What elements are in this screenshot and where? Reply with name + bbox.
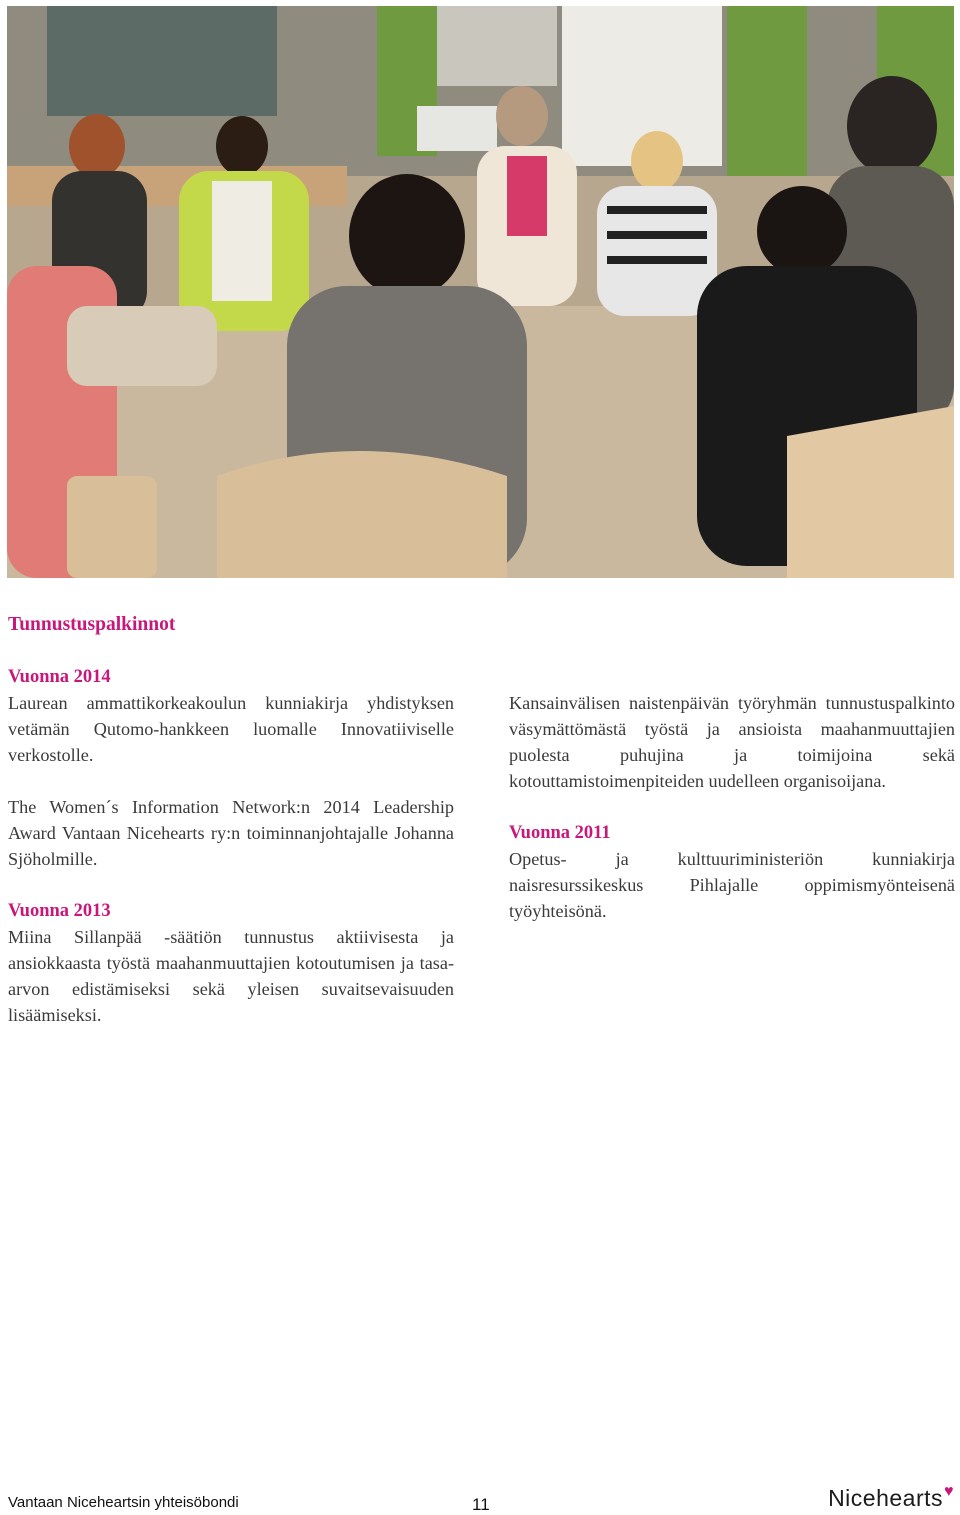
footer-publication-title: Vantaan Niceheartsin yhteisöbondi bbox=[8, 1494, 239, 1511]
nicehearts-logo bbox=[828, 1485, 954, 1512]
section-heading: Tunnustuspalkinnot bbox=[8, 614, 176, 635]
award-text-2014-laurea: Laurean ammattikorkeakoulun kunniakirja yhdistyksen vetämän Qutomo-hankkeen luomalle Innovatiiviselle verkostolle. bbox=[8, 693, 454, 765]
award-text-2013-continued: Kansainvälisen naistenpäivän työryhmän tunnustuspalkinto väsymättömästä työstä ja ansioista maahanmuuttajien puolesta puhujina ja toimijoina sekä kotouttamistoimenpiteiden uudelleen organisoijana. bbox=[509, 693, 955, 791]
right-column bbox=[509, 690, 955, 950]
left-column bbox=[8, 612, 454, 1054]
group-discussion-photo bbox=[7, 6, 954, 578]
heart-icon: ♥ bbox=[944, 1483, 954, 1500]
logo-text: Nicehearts bbox=[828, 1485, 943, 1511]
year-heading-2014: Vuonna 2014 bbox=[8, 667, 111, 687]
award-text-2013: Miina Sillanpää -säätiön tunnustus aktiivisesta ja ansiokkaasta työstä maahanmuuttajien kotoutumisen ja tasa-arvon edistämiseksi sekä yleisen suvaitsevaisuuden lisäämiseksi. bbox=[8, 927, 454, 1025]
page-number: 11 bbox=[472, 1495, 490, 1514]
year-heading-2013: Vuonna 2013 bbox=[8, 901, 111, 921]
award-text-2014-leadership: The Women´s Information Network:n 2014 Leadership Award Vantaan Nicehearts ry:n toiminnanjohtajalle Johanna Sjöholmille. bbox=[8, 797, 454, 869]
year-heading-2011: Vuonna 2011 bbox=[509, 823, 611, 843]
award-text-2011: Opetus- ja kulttuuriministeriön kunniakirja naisresurssikeskus Pihlajalle oppimismyönteisenä työyhteisönä. bbox=[509, 849, 955, 921]
